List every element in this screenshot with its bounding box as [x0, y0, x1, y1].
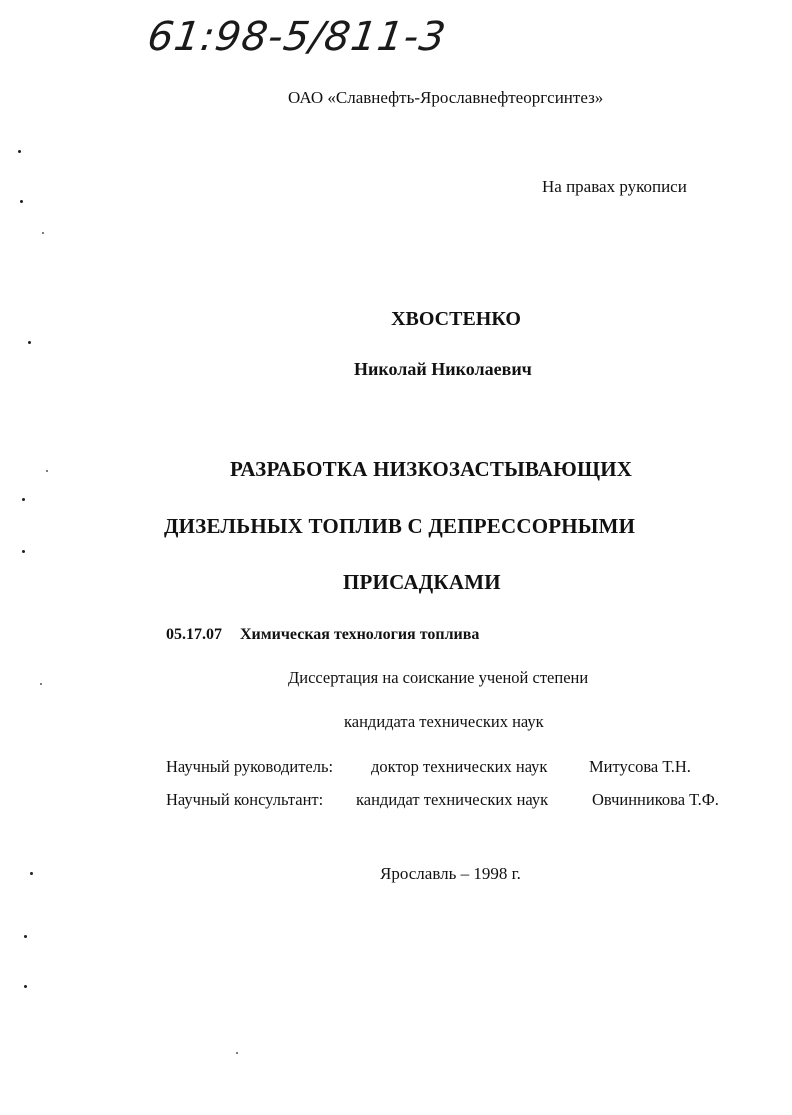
scan-speck [22, 550, 25, 553]
degree-line-1: Диссертация на соискание ученой степени [288, 668, 589, 687]
degree-line-2: кандидата технических наук [344, 712, 544, 731]
supervisor-row [166, 757, 691, 777]
supervisor-role: Научный руководитель: [166, 757, 334, 776]
rights-notice: На правах рукописи [542, 177, 687, 196]
city-year: Ярославль – 1998 г. [380, 864, 521, 883]
title-line-2: ДИЗЕЛЬНЫХ ТОПЛИВ С ДЕПРЕССОРНЫМИ [164, 514, 636, 538]
scan-speck [236, 1052, 238, 1054]
title-line-3: ПРИСАДКАМИ [343, 570, 501, 594]
consultant-row [166, 790, 719, 810]
scan-speck [30, 872, 33, 875]
scan-speck [46, 470, 48, 472]
consultant-role: Научный консультант: [166, 790, 324, 809]
handwritten-archive-code: 61:98-5/811-3 [144, 14, 450, 60]
scan-speck [40, 683, 42, 685]
scan-speck [28, 341, 31, 344]
specialty-code: 05.17.07 [166, 626, 222, 643]
scan-speck [20, 200, 23, 203]
scan-speck [18, 150, 21, 153]
specialty-name: Химическая технология топлива [240, 626, 480, 643]
scan-speck [24, 935, 27, 938]
title-line-1: РАЗРАБОТКА НИЗКОЗАСТЫВАЮЩИХ [230, 457, 633, 481]
consultant-name: Овчинникова Т.Ф. [592, 790, 719, 809]
author-surname: ХВОСТЕНКО [391, 308, 521, 330]
scan-speck [42, 232, 44, 234]
consultant-degree: кандидат технических наук [356, 790, 549, 809]
organization-name: ОАО «Славнефть-Ярославнефтеоргсинтез» [288, 88, 604, 107]
specialty [166, 626, 479, 644]
author-given-names: Николай Николаевич [354, 359, 532, 379]
supervisor-name: Митусова Т.Н. [589, 757, 691, 776]
scan-speck [24, 985, 27, 988]
supervisor-degree: доктор технических наук [371, 757, 548, 776]
scan-speck [22, 498, 25, 501]
